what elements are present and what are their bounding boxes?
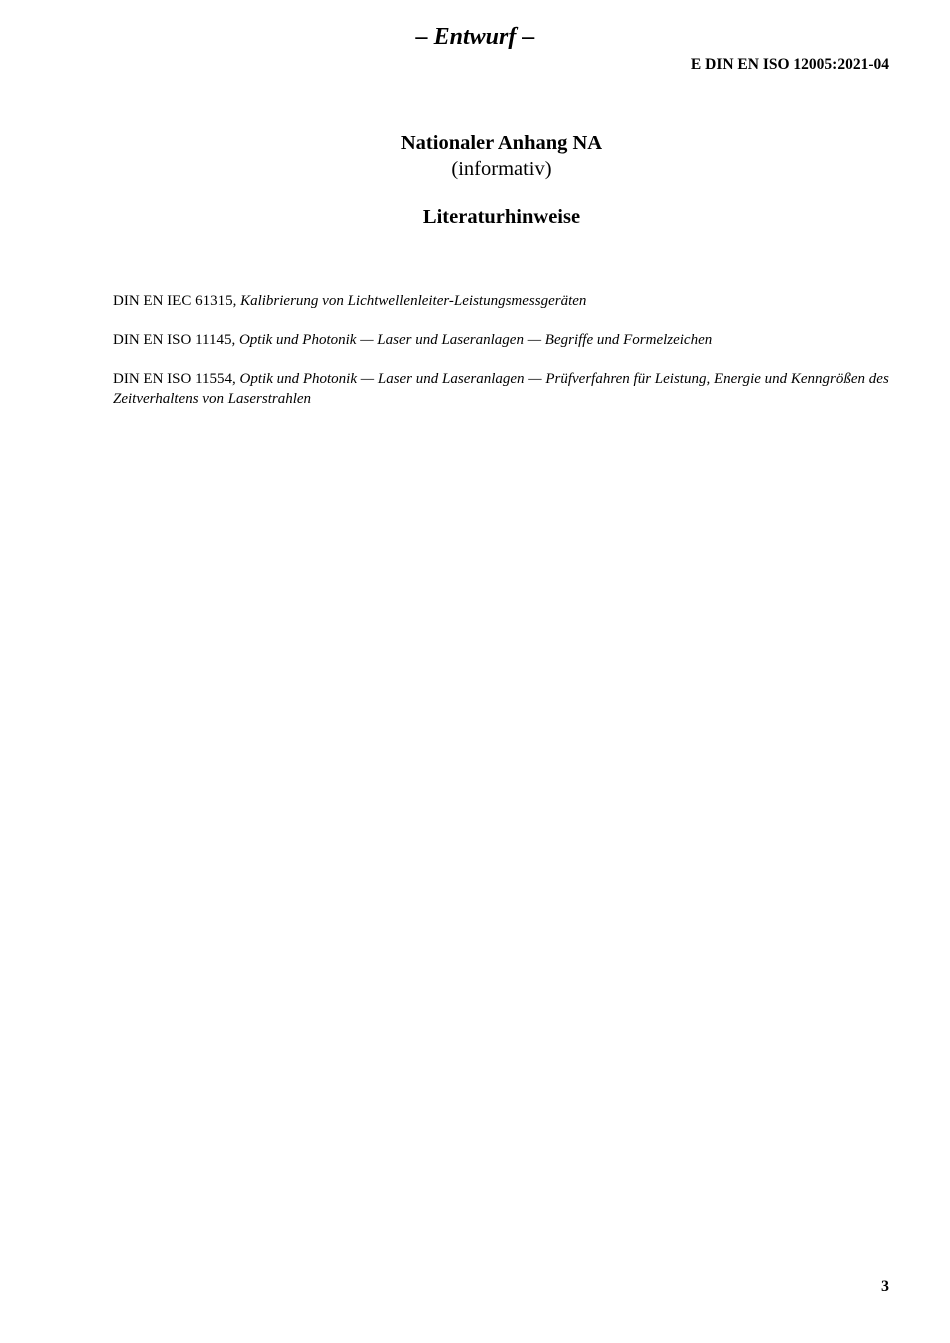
reference-standard: DIN EN ISO 11554,: [113, 371, 236, 387]
reference-title: Kalibrierung von Lichtwellenleiter-Leistungsmessgeräten: [240, 293, 587, 309]
annex-subtitle: (informativ): [451, 158, 552, 180]
reference-item: [113, 370, 893, 409]
reference-title: Optik und Photonik — Laser und Laseranlagen — Prüfverfahren für Leistung, Energie und Kenngrößen des Zeitverhaltens von Laserstrahlen: [113, 371, 889, 407]
page-number: 3: [881, 1278, 889, 1295]
reference-standard: DIN EN IEC 61315,: [113, 293, 237, 309]
reference-title: Optik und Photonik — Laser und Laseranlagen — Begriffe und Formelzeichen: [238, 332, 713, 348]
annex-title: Nationaler Anhang NA: [400, 132, 603, 154]
section-heading: Literaturhinweise: [422, 206, 581, 228]
reference-item: [113, 331, 893, 351]
draft-banner: – Entwurf –: [415, 24, 535, 50]
reference-list: [113, 292, 893, 429]
document-id: E DIN EN ISO 12005:2021-04: [690, 56, 889, 73]
reference-item: [113, 292, 893, 312]
reference-standard: DIN EN ISO 11145,: [113, 332, 236, 348]
